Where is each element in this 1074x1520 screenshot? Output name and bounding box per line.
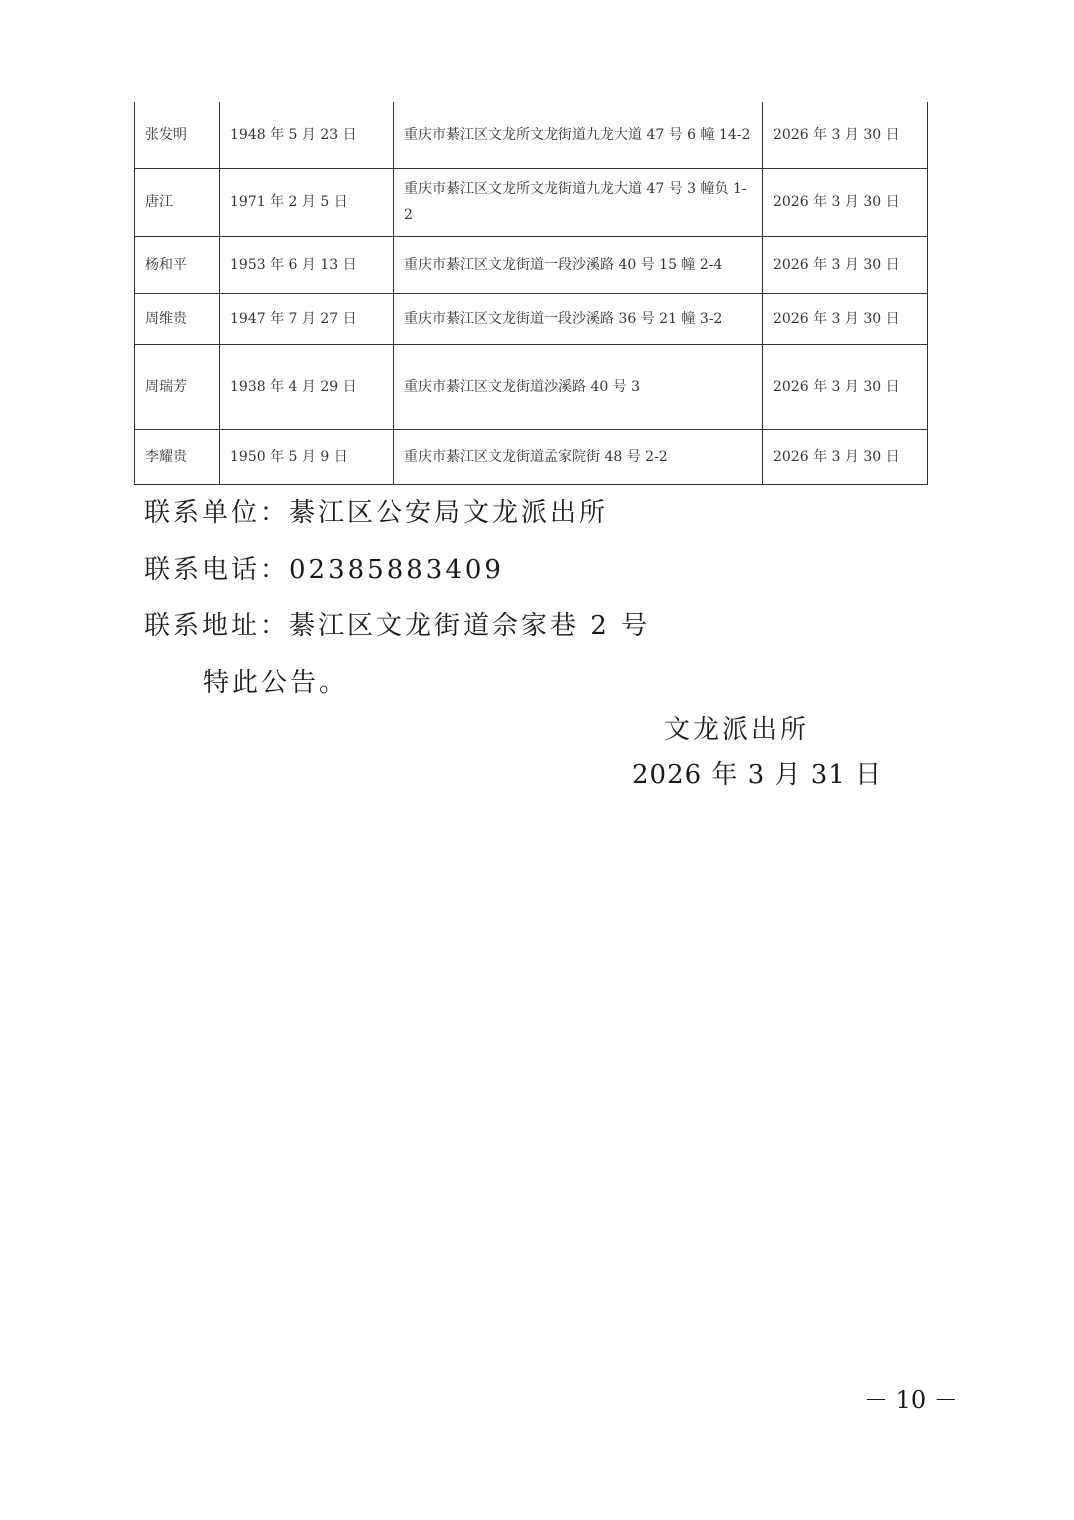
contact-unit-line — [144, 492, 608, 529]
table-row — [135, 168, 928, 236]
contact-phone-label: 联系电话： — [144, 555, 290, 585]
contact-address-line — [144, 605, 650, 642]
birth-date-cell: 1950 年 5 月 9 日 — [220, 429, 394, 484]
date-cell: 2026 年 3 月 30 日 — [763, 429, 928, 484]
contact-phone-line — [144, 549, 504, 586]
name-cell: 周维贵 — [135, 293, 220, 344]
signature-organization: 文龙派出所 — [664, 715, 810, 745]
name-cell: 唐江 — [135, 168, 220, 236]
name-cell: 李耀贵 — [135, 429, 220, 484]
table-row — [135, 102, 928, 168]
date-cell: 2026 年 3 月 30 日 — [763, 236, 928, 293]
address-cell: 重庆市綦江区文龙所文龙街道九龙大道 47 号 3 幢负 1-2 — [394, 168, 763, 236]
date-cell: 2026 年 3 月 30 日 — [763, 168, 928, 236]
date-cell: 2026 年 3 月 30 日 — [763, 293, 928, 344]
address-cell: 重庆市綦江区文龙所文龙街道九龙大道 47 号 6 幢 14-2 — [394, 102, 763, 168]
contact-phone-value: 02385883409 — [289, 555, 504, 585]
address-cell: 重庆市綦江区文龙街道孟家院街 48 号 2-2 — [394, 429, 763, 484]
table-row — [135, 344, 928, 429]
contact-unit-label: 联系单位： — [144, 498, 290, 528]
contact-unit-value: 綦江区公安局文龙派出所 — [289, 498, 609, 528]
address-cell: 重庆市綦江区文龙街道一段沙溪路 40 号 15 幢 2-4 — [394, 236, 763, 293]
name-cell: 杨和平 — [135, 236, 220, 293]
contact-address-label: 联系地址： — [144, 611, 290, 641]
date-cell: 2026 年 3 月 30 日 — [763, 102, 928, 168]
name-cell: 周瑞芳 — [135, 344, 220, 429]
page-number: － 10 － — [864, 1386, 958, 1414]
contact-address-value: 綦江区文龙街道佘家巷 2 号 — [289, 611, 651, 641]
birth-date-cell: 1947 年 7 月 27 日 — [220, 293, 394, 344]
address-cell: 重庆市綦江区文龙街道沙溪路 40 号 3 — [394, 344, 763, 429]
birth-date-cell: 1938 年 4 月 29 日 — [220, 344, 394, 429]
birth-date-cell: 1953 年 6 月 13 日 — [220, 236, 394, 293]
roster-table — [134, 102, 928, 485]
closing-statement: 特此公告。 — [203, 668, 349, 698]
birth-date-cell: 1948 年 5 月 23 日 — [220, 102, 394, 168]
signature-date: 2026 年 3 月 31 日 — [632, 760, 883, 790]
table-row — [135, 236, 928, 293]
date-cell: 2026 年 3 月 30 日 — [763, 344, 928, 429]
birth-date-cell: 1971 年 2 月 5 日 — [220, 168, 394, 236]
name-cell: 张发明 — [135, 102, 220, 168]
address-cell: 重庆市綦江区文龙街道一段沙溪路 36 号 21 幢 3-2 — [394, 293, 763, 344]
table-row — [135, 293, 928, 344]
table-row — [135, 429, 928, 484]
